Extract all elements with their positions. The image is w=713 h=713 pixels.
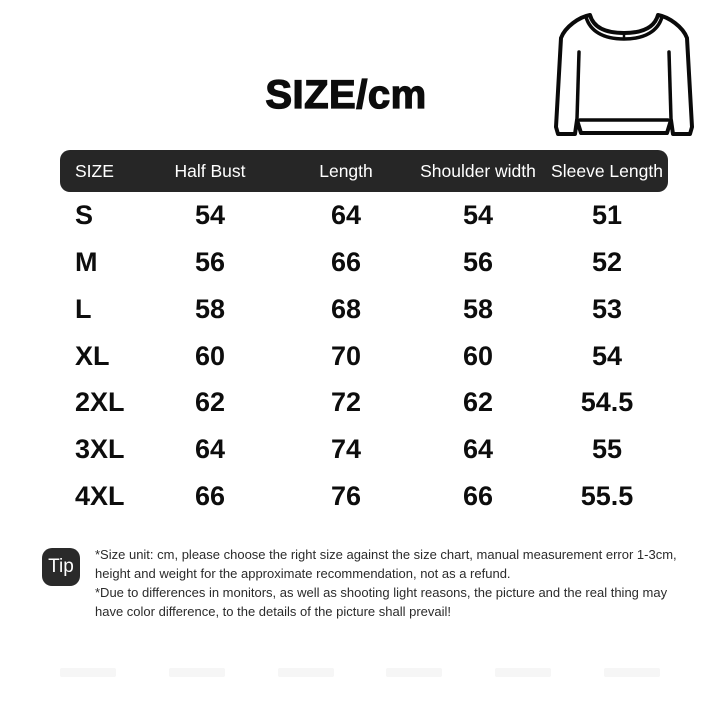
faded-watermark-fragment	[386, 668, 442, 677]
faded-watermark-fragment	[495, 668, 551, 677]
row-size-label: S	[75, 199, 94, 230]
cell-length: 72	[330, 387, 362, 418]
col-header-length: Length	[319, 160, 373, 181]
row-size-label: XL	[75, 340, 110, 371]
faded-watermark-fragment	[604, 668, 660, 677]
cell-half-bust: 56	[194, 246, 226, 277]
row-size-label: M	[75, 246, 98, 277]
table-body	[60, 192, 668, 520]
table-row	[60, 192, 668, 239]
cell-length: 66	[330, 246, 362, 277]
col-header-half-bust: Half Bust	[174, 160, 246, 181]
cell-shoulder-width: 62	[462, 387, 494, 418]
faded-watermark-fragment	[169, 668, 225, 677]
table-row	[60, 473, 668, 520]
cell-length: 68	[330, 293, 362, 324]
cell-half-bust: 58	[194, 293, 226, 324]
col-header-shoulder-width: Shoulder width	[420, 160, 536, 181]
row-size-label: 3XL	[75, 434, 125, 465]
cell-length: 76	[330, 481, 362, 512]
row-size-label: 4XL	[75, 481, 125, 512]
cell-length: 70	[330, 340, 362, 371]
faded-watermark-fragment	[60, 668, 116, 677]
faded-watermark-fragment	[278, 668, 334, 677]
tip-line: *Due to differences in monitors, as well as shooting light reasons, the picture and the real thing may	[95, 585, 668, 600]
cell-sleeve-length: 54	[591, 340, 623, 371]
table-row	[60, 333, 668, 380]
cell-sleeve-length: 51	[591, 199, 623, 230]
cell-shoulder-width: 64	[462, 434, 494, 465]
col-header-sleeve-length: Sleeve Length	[551, 160, 663, 181]
tip-line: *Size unit: cm, please choose the right size against the size chart, manual measurement error 1-3cm,	[95, 547, 677, 562]
table-row	[60, 379, 668, 426]
cell-half-bust: 60	[194, 340, 226, 371]
tip-badge: Tip	[42, 548, 80, 586]
row-size-label: 2XL	[75, 387, 125, 418]
tip-line: height and weight for the approximate recommendation, not as a refund.	[95, 566, 511, 581]
cell-length: 74	[330, 434, 362, 465]
cell-sleeve-length: 55	[591, 434, 623, 465]
cell-shoulder-width: 60	[462, 340, 494, 371]
col-header-size: SIZE	[75, 160, 114, 181]
tip-notes	[95, 545, 680, 621]
cell-sleeve-length: 54.5	[580, 387, 634, 418]
page-title: SIZE/cm	[265, 73, 427, 117]
cell-shoulder-width: 56	[462, 246, 494, 277]
size-table	[60, 150, 668, 520]
tip-line: have color difference, to the details of the picture shall prevail!	[95, 604, 452, 619]
cell-shoulder-width: 66	[462, 481, 494, 512]
cell-sleeve-length: 55.5	[580, 481, 634, 512]
cell-sleeve-length: 53	[591, 293, 623, 324]
cell-shoulder-width: 58	[462, 293, 494, 324]
table-row	[60, 286, 668, 333]
table-row	[60, 239, 668, 286]
cell-sleeve-length: 52	[591, 246, 623, 277]
cell-half-bust: 66	[194, 481, 226, 512]
cell-half-bust: 54	[194, 199, 226, 230]
table-header-row	[60, 150, 668, 192]
cell-half-bust: 64	[194, 434, 226, 465]
cell-half-bust: 62	[194, 387, 226, 418]
cell-shoulder-width: 54	[462, 199, 494, 230]
cell-length: 64	[330, 199, 362, 230]
faded-watermark-row	[60, 668, 660, 678]
table-row	[60, 426, 668, 473]
sweater-icon	[553, 8, 695, 140]
row-size-label: L	[75, 293, 92, 324]
